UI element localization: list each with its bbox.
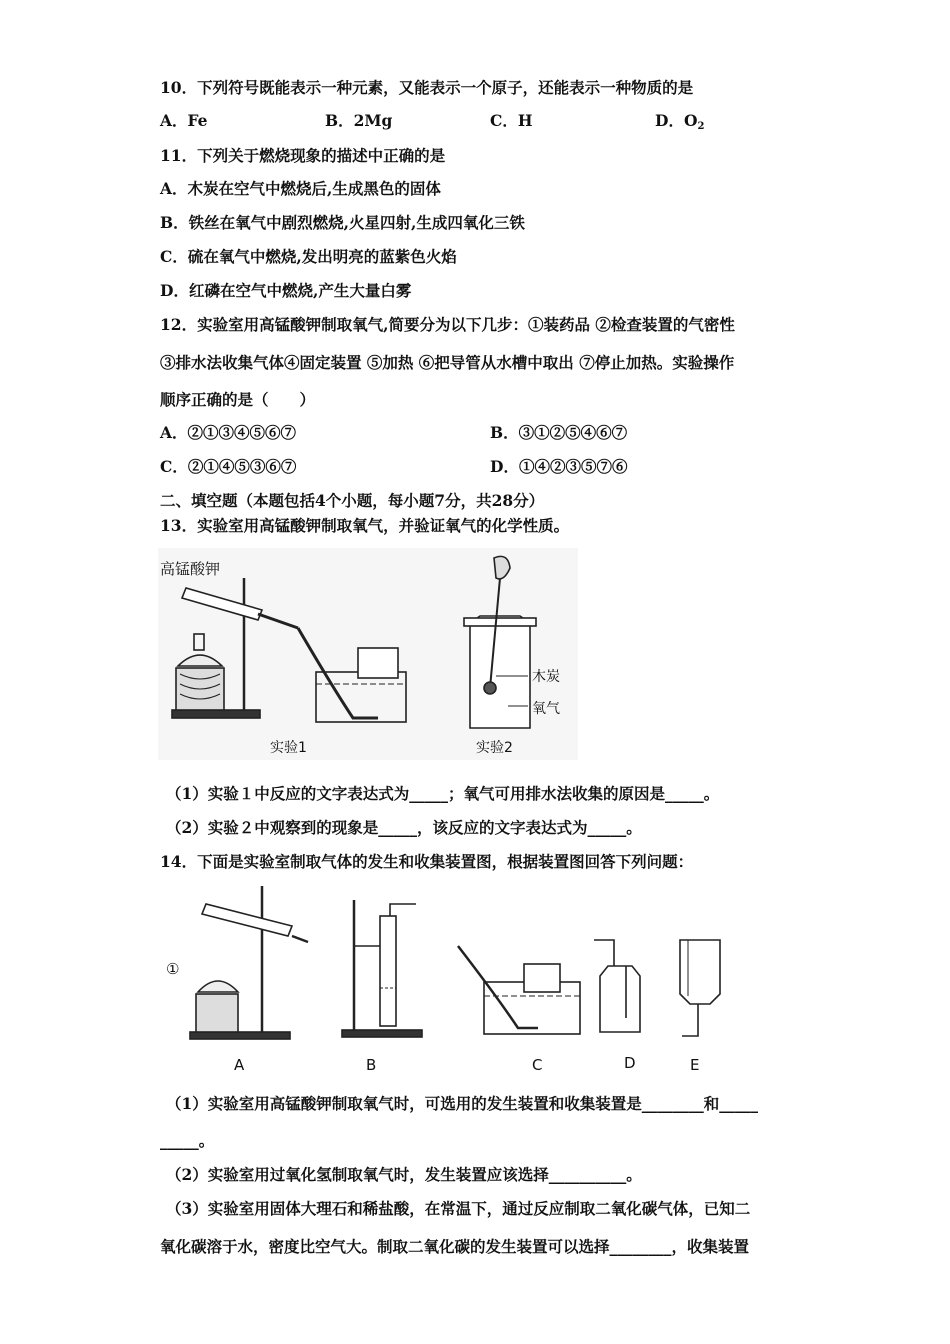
tube-e bbox=[682, 1004, 698, 1036]
q14-sub1-line2: _____。 bbox=[160, 1131, 215, 1150]
q12-stem-line1: 12．实验室用高锰酸钾制取氧气,简要分为以下几步：①装药品 ②检查装置的气密性 bbox=[160, 315, 735, 334]
gas-jar bbox=[470, 616, 530, 728]
apparatus-e bbox=[680, 940, 720, 1036]
q11-option-b: B．铁丝在氧气中剧烈燃烧,火星四射,生成四氧化三铁 bbox=[160, 213, 525, 232]
q12-option-c: C．②①④⑤③⑥⑦ bbox=[160, 457, 297, 476]
q11-stem: 11．下列关于燃烧现象的描述中正确的是 bbox=[160, 146, 446, 165]
apparatus-a bbox=[190, 886, 308, 1039]
gas-bottle-e bbox=[680, 940, 720, 1004]
q13-sub1: （1）实验１中反应的文字表达式为_____；氧气可用排水法收集的原因是_____。 bbox=[166, 784, 720, 803]
stand-b-base bbox=[342, 1030, 422, 1037]
q10-option-d-subscript: 2 bbox=[697, 121, 705, 132]
q14-sub1-line1: （1）实验室用高锰酸钾制取氧气时，可选用的发生装置和收集装置是________和_____ bbox=[166, 1094, 759, 1113]
apparatus-b bbox=[342, 900, 422, 1037]
q13-sub2: （2）实验２中观察到的现象是_____，该反应的文字表达式为_____。 bbox=[166, 818, 642, 837]
q14-sub3-line1: （3）实验室用固体大理石和稀盐酸，在常温下，通过反应制取二氧化碳气体，已知二 bbox=[166, 1199, 751, 1218]
label-oxygen: 氧气 bbox=[532, 701, 560, 717]
label-circle-1: ① bbox=[166, 960, 180, 978]
collecting-bottle-c bbox=[524, 964, 560, 992]
label-kmno4: 高锰酸钾 bbox=[160, 560, 221, 578]
apparatus-d bbox=[594, 940, 640, 1032]
test-tube-b bbox=[380, 916, 396, 1026]
test-tube-a bbox=[202, 904, 292, 936]
q14-stem: 14．下面是实验室制取气体的发生和收集装置图，根据装置图回答下列问题： bbox=[160, 852, 694, 871]
q12-stem-line3: 顺序正确的是（ ） bbox=[160, 390, 316, 409]
q12-stem-line2: ③排水法收集气体④固定装置 ⑤加热 ⑥把导管从水槽中取出 ⑦停止加热。实验操作 bbox=[160, 353, 735, 372]
stand-base bbox=[172, 710, 260, 718]
q12-option-b: B．③①②⑤④⑥⑦ bbox=[490, 423, 628, 442]
alcohol-lamp-a bbox=[198, 981, 238, 992]
stand-a-base bbox=[190, 1032, 290, 1039]
label-charcoal: 木炭 bbox=[532, 669, 560, 685]
section-heading: 二、填空题（本题包括4个小题，每小题7分，共28分） bbox=[160, 491, 545, 510]
wood-block-a bbox=[196, 994, 238, 1032]
q14-figure bbox=[158, 878, 728, 1078]
label-exp2: 实验2 bbox=[476, 740, 513, 756]
q11-option-c: C．硫在氧气中燃烧,发出明亮的蓝紫色火焰 bbox=[160, 247, 457, 266]
q13-figure bbox=[158, 548, 578, 760]
q11-option-a: A．木炭在空气中燃烧后,生成黑色的固体 bbox=[160, 179, 441, 198]
apparatus-c bbox=[458, 946, 580, 1034]
q12-option-d: D．①④②③⑤⑦⑥ bbox=[490, 457, 628, 476]
q10-stem: 10．下列符号既能表示一种元素，又能表示一个原子，还能表示一种物质的是 bbox=[160, 78, 694, 97]
label-exp1: 实验1 bbox=[270, 740, 307, 756]
label-e: E bbox=[690, 1056, 700, 1074]
collecting-bottle bbox=[358, 648, 398, 678]
jar-lid bbox=[464, 618, 536, 626]
q12-option-a: A．②①③④⑤⑥⑦ bbox=[160, 423, 297, 442]
q10-option-d: D．$O_2$ bbox=[655, 111, 705, 132]
tube-d-left bbox=[594, 940, 614, 966]
label-b: B bbox=[366, 1056, 377, 1074]
label-a: A bbox=[234, 1056, 245, 1074]
q14-sub2: （2）实验室用过氧化氢制取氧气时，发生装置应该选择__________。 bbox=[166, 1165, 642, 1184]
glass-tube-b bbox=[390, 904, 416, 916]
q14-sub3-line2: 氧化碳溶于水，密度比空气大。制取二氧化碳的发生装置可以选择________，收集装置 bbox=[160, 1237, 750, 1256]
label-d: D bbox=[624, 1054, 636, 1072]
q13-stem: 13．实验室用高锰酸钾制取氧气，并验证氧气的化学性质。 bbox=[160, 516, 570, 535]
label-c: C bbox=[532, 1056, 543, 1074]
gas-bottle-d bbox=[600, 966, 640, 1032]
q10-option-b: B．2Mg bbox=[325, 111, 393, 130]
q10-option-c: C．H bbox=[490, 111, 533, 130]
q11-option-d: D．红磷在空气中燃烧,产生大量白雾 bbox=[160, 281, 412, 300]
charcoal-piece bbox=[484, 682, 496, 694]
q10-option-a: A．Fe bbox=[160, 111, 208, 130]
